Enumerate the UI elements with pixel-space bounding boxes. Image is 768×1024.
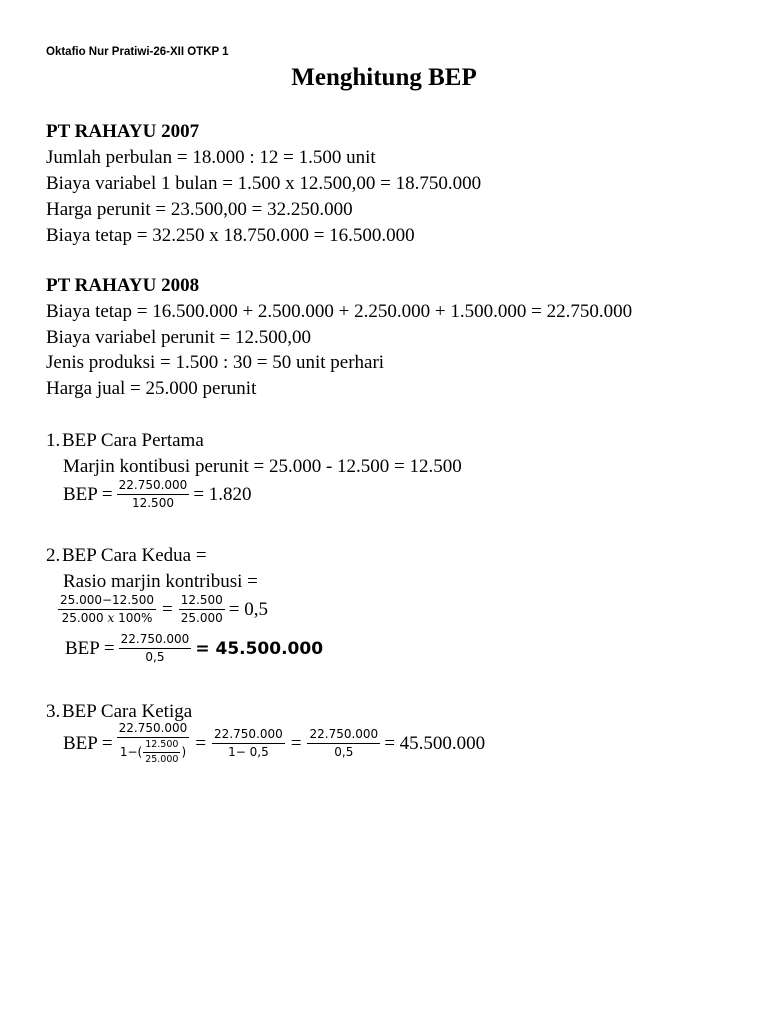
method-3-number: 3. [46,701,61,722]
method-3-result: = 45.500.000 [384,732,486,754]
section-2008-line-1: Biaya tetap = 16.500.000 + 2.500.000 + 2.250.000 + 1.500.000 = 22.750.000 [46,301,633,322]
method-2-title [46,543,207,569]
method-1-title [46,428,204,454]
method-2-den-part-a: 25.000 [61,611,108,625]
method-2-number: 2. [46,545,61,566]
section-2008-line-3: Jenis produksi = 1.500 : 30 = 50 unit perhari [46,352,385,373]
method-2-title-text: BEP Cara Kedua = [62,545,207,566]
section-2007-line-2: Biaya variabel 1 bulan = 1.500 x 12.500,00 = 18.750.000 [46,173,482,194]
method-3-den-prefix: 1−( [119,745,143,759]
method-2-ratio-denominator-1 [60,610,155,625]
method-1-title-text: BEP Cara Pertama [62,430,204,451]
author-header: Oktafio Nur Pratiwi-26-XII OTKP 1 [46,46,229,58]
method-3-inner-denominator: 25.000 [145,754,179,765]
method-3-numerator-3: 22.750.000 [307,728,380,744]
method-2-ratio-result: = 0,5 [228,598,268,620]
method-3-denominator-3: 0,5 [334,745,354,759]
method-2-den-times: x [107,611,115,625]
method-2-fraction [119,633,192,664]
method-2-ratio-line: Rasio marjin kontribusi = [63,571,258,592]
method-2-ratio-fraction-2 [179,594,225,625]
page-title: Menghitung BEP [291,64,477,91]
method-1-numerator: 22.750.000 [117,479,190,495]
method-2-ratio-formula [58,594,268,625]
method-2-result: = 45.500.000 [195,638,324,659]
section-2008-line-4: Harga jual = 25.000 perunit [46,378,257,399]
method-3-den-suffix: ) [181,745,187,759]
method-1-number: 1. [46,430,61,451]
method-1-result: = 1.820 [193,483,252,505]
method-2-bep-label: BEP = [65,637,115,659]
section-2007-line-3: Harga perunit = 23.500,00 = 32.250.000 [46,199,353,220]
method-1-margin-line: Marjin kontibusi perunit = 25.000 - 12.500 = 12.500 [63,456,462,477]
section-2007-line-4: Biaya tetap = 32.250 x 18.750.000 = 16.500.000 [46,225,415,246]
method-3-equals-1: = [195,732,207,754]
method-3-bep-label: BEP = [63,732,113,754]
method-2-equals: = [162,598,173,620]
method-2-numerator: 22.750.000 [119,633,192,649]
section-2008-line-2: Biaya variabel perunit = 12.500,00 [46,327,312,348]
method-3-title-text: BEP Cara Ketiga [62,701,193,722]
section-2007-heading: PT RAHAYU 2007 [46,121,200,142]
method-3-denominator-2: 1− 0,5 [228,745,269,759]
method-3-numerator-2: 22.750.000 [212,728,285,744]
method-2-ratio-numerator-1: 25.000−12.500 [58,594,156,610]
method-2-ratio-fraction-1 [58,594,156,625]
method-2-ratio-numerator-2: 12.500 [179,594,225,610]
method-3-numerator-1: 22.750.000 [117,722,190,738]
method-3-equals-2: = [290,732,302,754]
method-1-bep-label: BEP = [63,483,113,505]
method-1-bep-formula [63,479,252,510]
method-2-denominator: 0,5 [145,650,165,664]
method-3-fraction-3 [307,728,380,759]
section-2007-line-1: Jumlah perbulan = 18.000 : 12 = 1.500 unit [46,147,376,168]
method-2-bep-formula [65,633,323,664]
method-2-den-part-b: 100% [114,611,153,625]
method-3-inner-fraction [143,740,180,765]
method-3-inner-numerator: 12.500 [143,740,180,753]
method-3-bep-formula [63,722,485,765]
method-1-fraction [117,479,190,510]
method-3-fraction-2 [212,728,285,759]
method-3-fraction-1 [117,722,190,765]
method-3-denominator-1 [118,738,188,765]
method-1-denominator: 12.500 [131,496,174,510]
section-2008-heading: PT RAHAYU 2008 [46,275,200,296]
method-2-ratio-denominator-2: 25.000 [180,611,223,625]
